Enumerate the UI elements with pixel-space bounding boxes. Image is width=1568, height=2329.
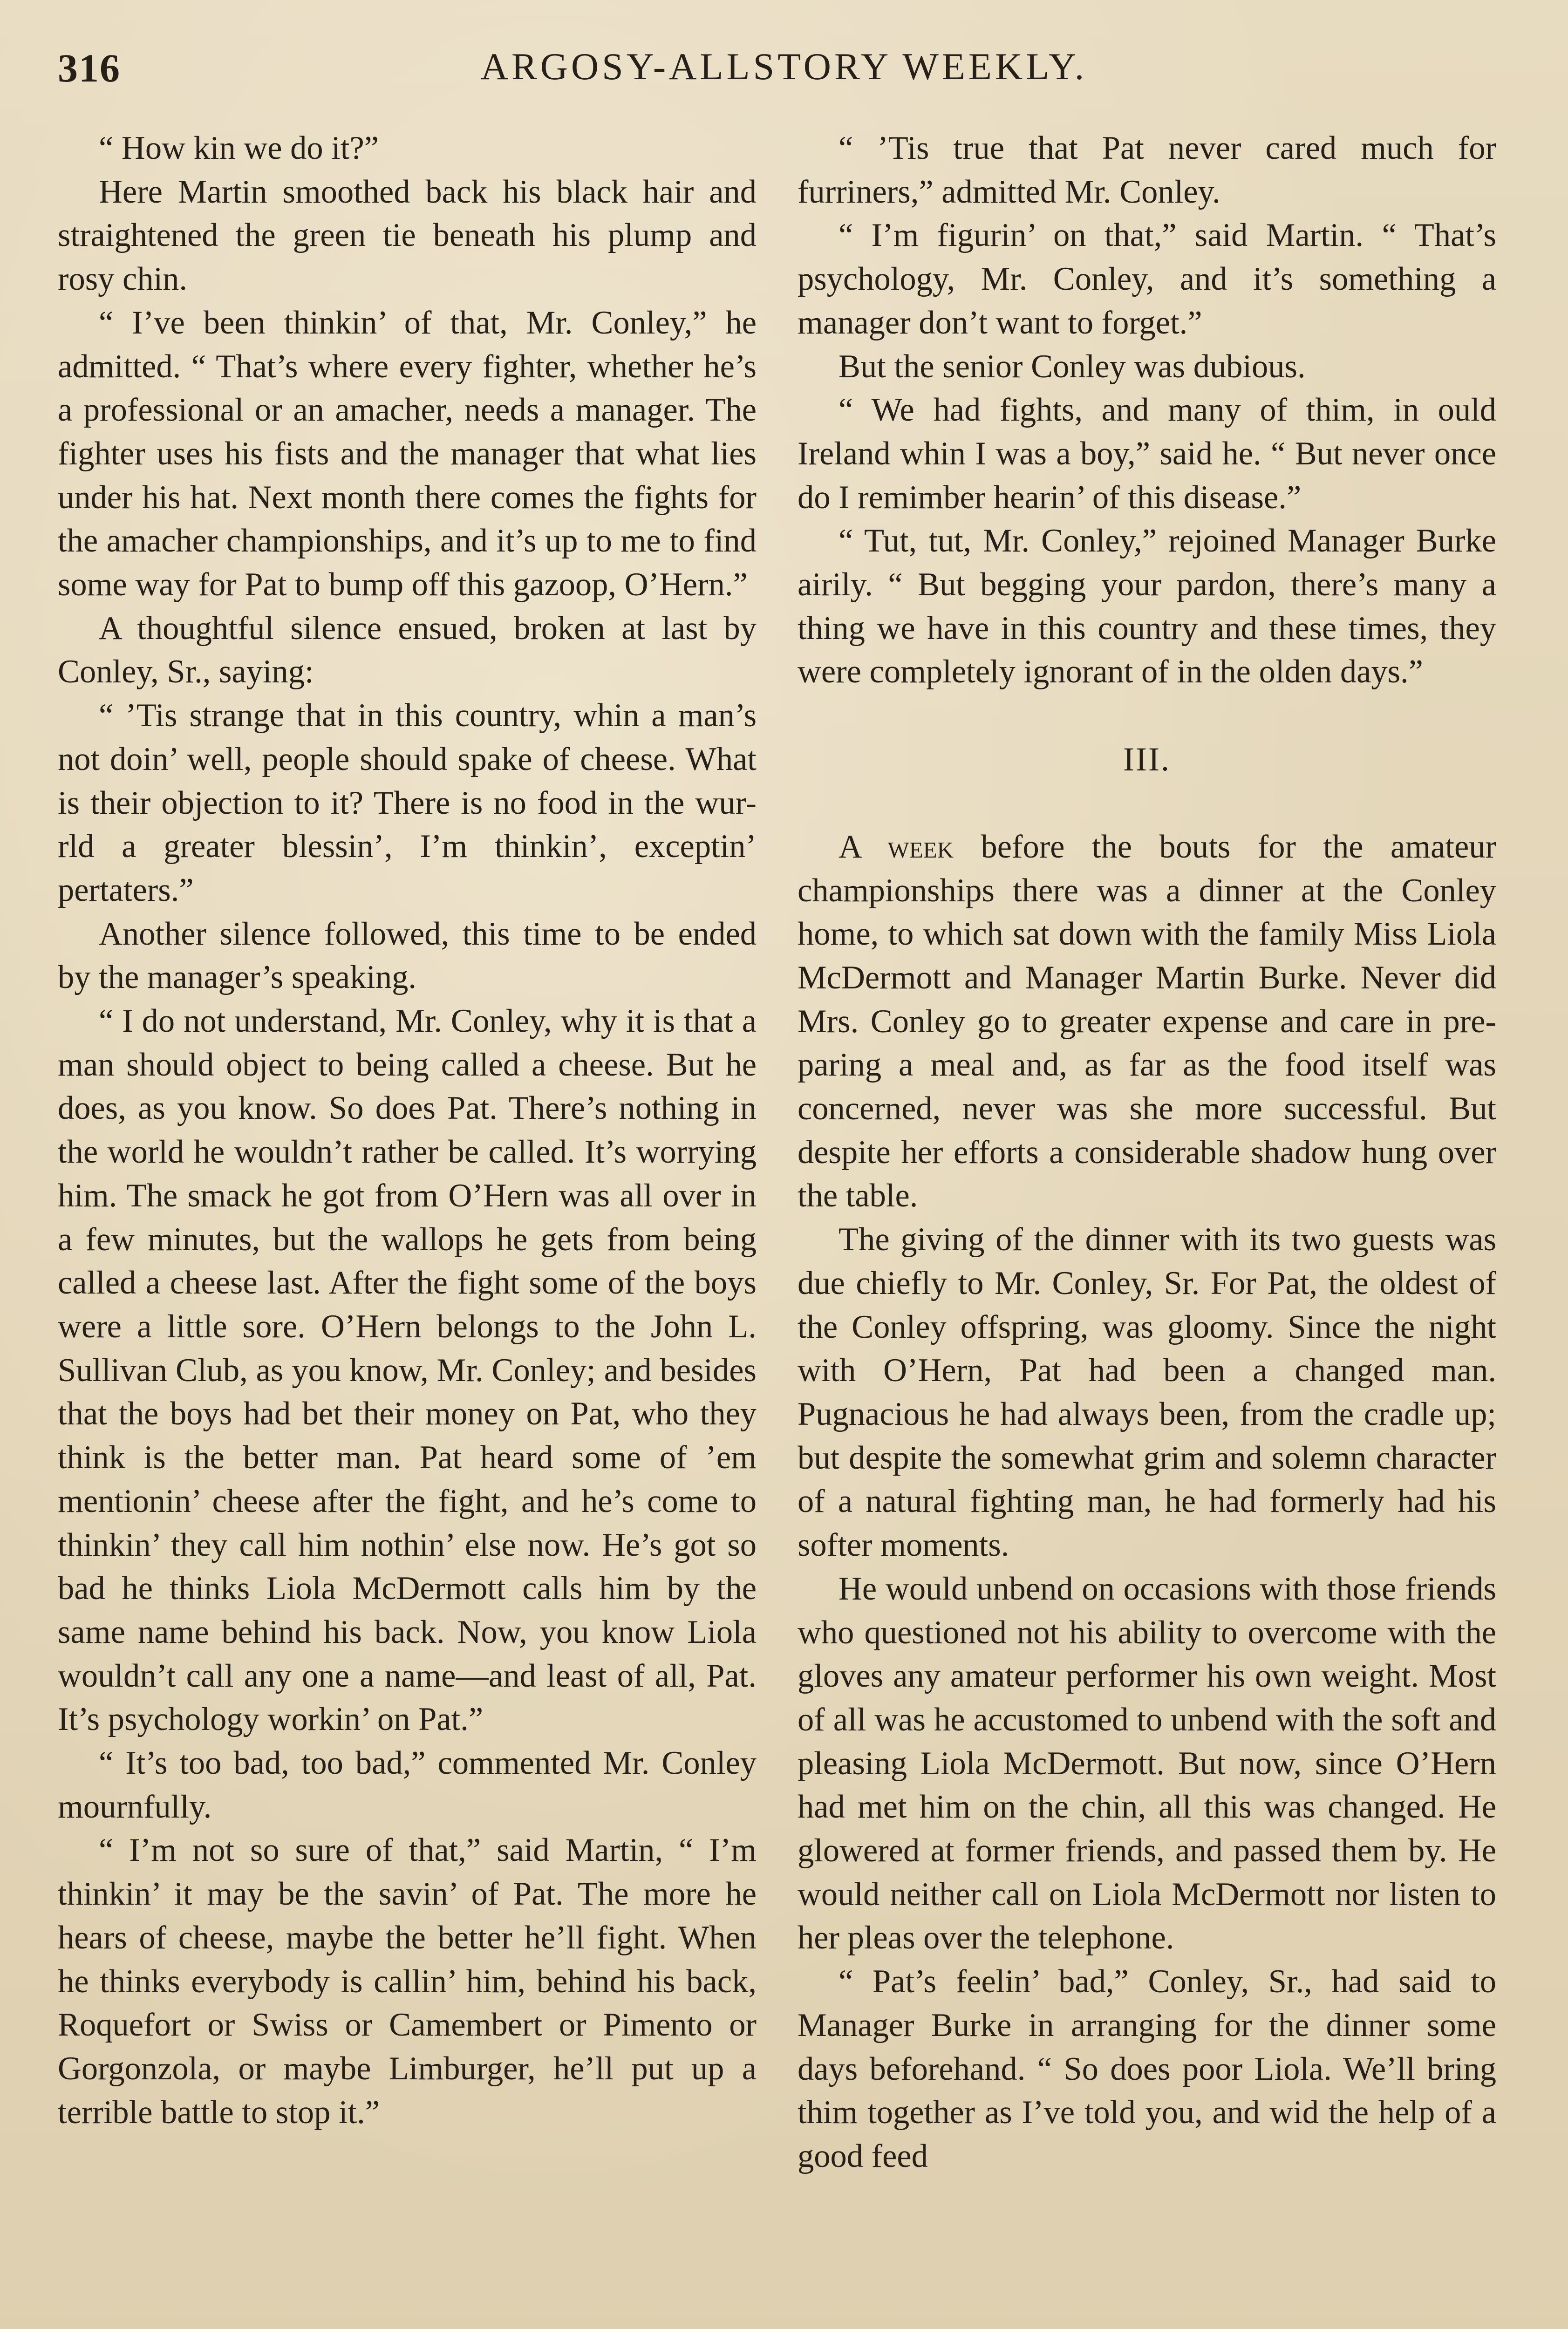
paragraph: Another silence followed, this time to be ended by the manager’s speaking. xyxy=(58,915,757,996)
paragraph: “ ’Tis true that Pat never cared much for furriners,” admitted Mr. Conley. xyxy=(798,130,1496,210)
opening-text: before the bouts for the amateur championships there was a dinner at the Conley home, to which sat down with the family Miss Liola McDermott and Manager Martin Burke. Never did Mrs. Conley go to greater expense and care in preparing a meal and, as far as the food itself was concerned, never was she more successful. But despite her efforts a considerable shadow hung over the table. xyxy=(798,828,1496,1214)
paragraph: But the senior Conley was dubious. xyxy=(839,348,1306,385)
paragraph: The giving of the dinner with its two guests was due chiefly to Mr. Conley, Sr. For Pat, the oldest of the Conley offspring, was gloomy. Since the night with O’Hern, Pat had been a changed man. Pugnacious he had always been, from the cradle up; but despite the somewhat grim and solemn character of a natural fighting man, he had formerly had his softer moments. xyxy=(798,1221,1496,1564)
paragraph: “ ’Tis strange that in this country, whin a man’s not doin’ well, people should spake of cheese. What is their objection to it? There is no food in the wur-rld a greater blessin’, I’m thinkin’, exceptin’ pertaters.” xyxy=(58,697,757,908)
paragraph: “ We had fights, and many of thim, in ould Ireland whin I was a boy,” said he. “ But never once do I remimber hearin’ of this disease.” xyxy=(798,392,1496,516)
paragraph: He would unbend on occasions with those friends who questioned not his ability to overcome with the gloves any amateur performer his own weight. Most of all was he accustomed to unbend with the soft and pleasing Liola McDermott. But now, since O’Hern had met him on the chin, all this was changed. He glowered at former friends, and passed them by. He would neither call on Liola McDermott nor listen to her pleas over the telephone. xyxy=(798,1570,1496,1956)
opening-smallcaps: A week xyxy=(839,828,954,865)
paragraph: “ I’ve been thinkin’ of that, Mr. Conley,” he admitted. “ That’s where every fighter, whether he’s a professional or an amacher, needs a manager. The fighter uses his fists and the manager that what lies under his hat. Next month there comes the fights for the amacher championships, and it’s up to me to find some way for Pat to bump off this gazoop, O’Hern.” xyxy=(58,304,757,603)
paragraph: “ I’m figurin’ on that,” said Martin. “ That’s psychology, Mr. Conley, and it’s something a manager don’t want to forget.” xyxy=(798,217,1496,341)
paragraph: “ How kin we do it?” xyxy=(99,130,379,166)
paragraph: A thoughtful silence ensued, broken at last by Conley, Sr., saying: xyxy=(58,610,757,690)
magazine-title: ARGOSY-ALLSTORY WEEKLY. xyxy=(480,45,1088,88)
paragraph: Here Martin smoothed back his black hair and straightened the green tie beneath his plump and rosy chin. xyxy=(58,173,757,298)
paragraph: “ I’m not so sure of that,” said Martin, “ I’m thinkin’ it may be the savin’ of Pat. The more he hears of cheese, maybe the better he’ll fight. When he thinks everybody is callin’ him, behind his back, Roquefort or Swiss or Camembert or Pimento or Gorgonzola, or maybe Limburger, he’ll put up a terrible battle to stop it.” xyxy=(58,1832,757,2131)
running-head xyxy=(58,45,1510,105)
paragraph: “ I do not understand, Mr. Conley, why it is that a man should object to being called a cheese. But he does, as you know. So does Pat. There’s nothing in the world he wouldn’t rather be called. It’s worrying him. The smack he got from O’Hern was all over in a few minutes, but the wallops he gets from being called a cheese last. After the fight some of the boys were a little sore. O’Hern belongs to the John L. Sullivan Club, as you know, Mr. Conley; and besides that the boys had bet their money on Pat, who they think is the better man. Pat heard some of ’em mentionin’ cheese after the fight, and he’s come to thinkin’ they call him nothin’ else now. He’s got so bad he thinks Liola McDermott calls him by the same name behind his back. Now, you know Liola wouldn’t call any one a name—and least of all, Pat. It’s psychology workin’ on Pat.” xyxy=(58,1003,757,1738)
paragraph: “ Pat’s feelin’ bad,” Conley, Sr., had said to Manager Burke in arranging for the dinner some days beforehand. “ So does poor Liola. We’ll bring thim together as I’ve told you, and wid the help of a good feed xyxy=(798,1963,1496,2174)
paragraph: “ Tut, tut, Mr. Conley,” rejoined Manager Burke airily. “ But begging your pardon, there’s many a thing we have in this country and these times, they were completely ignorant of in the olden days.” xyxy=(798,523,1496,690)
paragraph: “ It’s too bad, too bad,” commented Mr. Conley mournfully. xyxy=(58,1745,757,1825)
page-number: 316 xyxy=(58,46,121,90)
section-heading: III. xyxy=(1123,741,1171,778)
section-opening-paragraph xyxy=(798,825,1496,1218)
right-column xyxy=(798,127,1496,2179)
left-column xyxy=(58,127,757,2134)
